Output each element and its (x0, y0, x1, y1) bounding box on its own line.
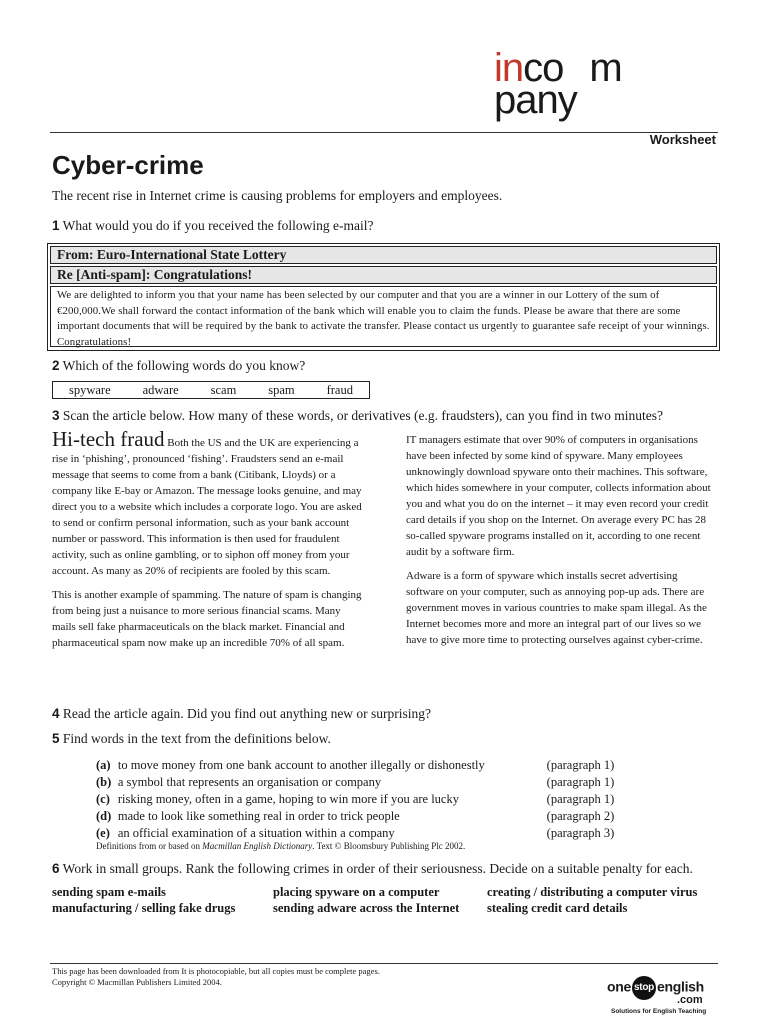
question-2 (52, 358, 305, 374)
question-text: What would you do if you received the following e-mail? (62, 218, 374, 233)
crimes-grid (52, 885, 722, 916)
logo-text-co: co (523, 46, 564, 90)
logo-line-2: pany (494, 78, 577, 122)
article-column-right (406, 432, 718, 656)
definition-letter: (b) (96, 775, 112, 789)
email-box (47, 243, 720, 351)
question-text: Which of the following words do you know? (62, 358, 306, 373)
word-item: fraud (326, 382, 353, 397)
crime-item: creating / distributing a computer virus (487, 885, 698, 899)
intro-text: The recent rise in Internet crime is causing problems for employers and employees. (52, 188, 503, 203)
word-item: adware (142, 382, 179, 397)
question-number: 4 (52, 706, 60, 721)
definitions-list (96, 757, 636, 842)
definition-ref: (paragraph 3) (546, 826, 615, 840)
source-note-prefix: Definitions from or based on (96, 841, 200, 851)
question-text: Work in small groups. Rank the following crimes in order of their seriousness. Decide on a suitable penalty for each. (62, 861, 693, 876)
question-6 (52, 861, 693, 877)
email-subject: Re [Anti-spam]: Congratulations! (50, 266, 717, 284)
definition-text: an official examination of a situation within a company (117, 826, 395, 840)
definition-letter: (e) (96, 826, 110, 840)
crime-item: sending spam e-mails (52, 885, 166, 899)
crime-item: placing spyware on a computer (273, 885, 440, 899)
definition-text: to move money from one bank account to another illegally or dishonestly (117, 758, 485, 772)
question-number: 2 (52, 358, 60, 373)
logo-one: one (607, 978, 631, 995)
email-from: From: Euro-International State Lottery (50, 246, 717, 264)
page-title: Cyber-crime (52, 150, 204, 180)
logo-accent-text: in (494, 46, 524, 90)
source-note (96, 841, 465, 851)
article-paragraph-3: IT managers estimate that over 90% of computers in organisations have been infected by some kind of spyware. Many employees unknowingly download spyware onto their machines. This software, which hides somewhere in your computer, collects information about you and what you do on the internet – it may even record your credit card details if you shop on the Internet. On average every PC has 28 so-called spyware programs installed on it, according to one recent audit by a software firm. (406, 434, 711, 558)
definition-letter: (c) (96, 792, 110, 806)
source-note-suffix: . Text © Bloomsbury Publishing Plc 2002. (312, 841, 466, 851)
definition-text: a symbol that represents an organisation or company (117, 775, 382, 789)
email-body: We are delighted to inform you that your name has been selected by our computer and that you are a winner in our Lottery of the sum of €200,000.We shall forward the contact information of the bank which will enable you to claim the funds. Please be aware that there are some important documents that will be required by the bank to activate the transfer. Please contact us urgently to guarantee safe receipt of your winnings. Congratulations! (50, 286, 717, 347)
definition-row (96, 757, 636, 774)
footer-download-note: This page has been downloaded from It is photocopiable, but all copies must be complete pages. (52, 966, 380, 976)
definition-row (96, 791, 636, 808)
logo-tagline: Solutions for English Teaching (611, 1008, 707, 1015)
question-number: 3 (52, 408, 60, 423)
worksheet-label: Worksheet (649, 132, 716, 147)
article-paragraph-1 (52, 428, 364, 579)
question-text: Read the article again. Did you find out anything new or surprising? (62, 706, 432, 721)
question-4 (52, 706, 431, 722)
footer-text (52, 966, 380, 988)
onestopenglish-logo (607, 966, 717, 1018)
definition-row (96, 825, 636, 842)
word-list-box (52, 381, 370, 399)
word-item: spam (268, 382, 295, 397)
crime-item: stealing credit card details (487, 901, 628, 915)
incompany-logo (494, 42, 694, 122)
word-item: spyware (68, 382, 111, 397)
source-note-dictionary: Macmillan English Dictionary (202, 841, 313, 851)
definition-row (96, 808, 636, 825)
definition-ref: (paragraph 1) (546, 775, 615, 789)
definition-text: risking money, often in a game, hoping to win more if you are lucky (117, 792, 459, 806)
footer-divider (50, 963, 718, 964)
question-1 (52, 218, 373, 234)
definition-row (96, 774, 636, 791)
logo-english: english (657, 978, 704, 995)
definition-text: made to look like something real in order to trick people (117, 809, 400, 823)
article-heading: Hi-tech fraud (52, 427, 165, 451)
header-divider (50, 132, 718, 133)
logo-stop-badge: stop (632, 976, 656, 1000)
word-item: scam (210, 382, 237, 397)
question-number: 6 (52, 861, 60, 876)
definition-ref: (paragraph 1) (546, 792, 615, 806)
article-paragraph-1-text: Both the US and the UK are experiencing a rise in ‘phishing’, pronounced ‘fishing’. Fraudsters send an e-mail message that seems to come from a bank (Citibank, Lloyds) or a company like E-bay or Amazon. The message looks genuine, and may direct you to a website which includes a corporate logo. You are asked to send or confirm personal information, such as your bank account number or password. This information is then used for fraudulent activity, such as online gambling, or to siphon off money from your account. As many as 20% of recipients are fooled by this scam. (52, 437, 362, 577)
question-number: 5 (52, 731, 60, 746)
definition-ref: (paragraph 2) (546, 809, 615, 823)
question-text: Find words in the text from the definitions below. (62, 731, 331, 746)
article-column-left (52, 428, 364, 659)
question-number: 1 (52, 218, 60, 233)
footer-copyright: Copyright © Macmillan Publishers Limited 2004. (52, 977, 222, 987)
crime-item: manufacturing / selling fake drugs (52, 901, 236, 915)
crime-item: sending adware across the Internet (273, 901, 460, 915)
definition-ref: (paragraph 1) (546, 758, 615, 772)
question-3 (52, 408, 663, 424)
question-5 (52, 731, 331, 747)
question-text: Scan the article below. How many of these words, or derivatives (e.g. fraudsters), can you find in two minutes? (62, 408, 663, 423)
logo-com: .com (677, 994, 703, 1006)
definition-letter: (a) (96, 758, 111, 772)
article-paragraph-2: This is another example of spamming. The nature of spam is changing from being just a nuisance to more serious financial scams. Many mails sell fake pharmaceuticals on the black market. Financial and pharmaceutical spam now make up an incredible 70% of all spam. (52, 589, 362, 649)
definition-letter: (d) (96, 809, 112, 823)
article-paragraph-4: Adware is a form of spyware which installs secret advertising software on your computer, such as annoying pop-up ads. There are government moves in various countries to make spam illegal. As the Internet becomes more and more an integral part of our lives so we have to give more time to protecting ourselves against cyber-crime. (406, 570, 707, 646)
logo-text-m: m (589, 46, 622, 90)
